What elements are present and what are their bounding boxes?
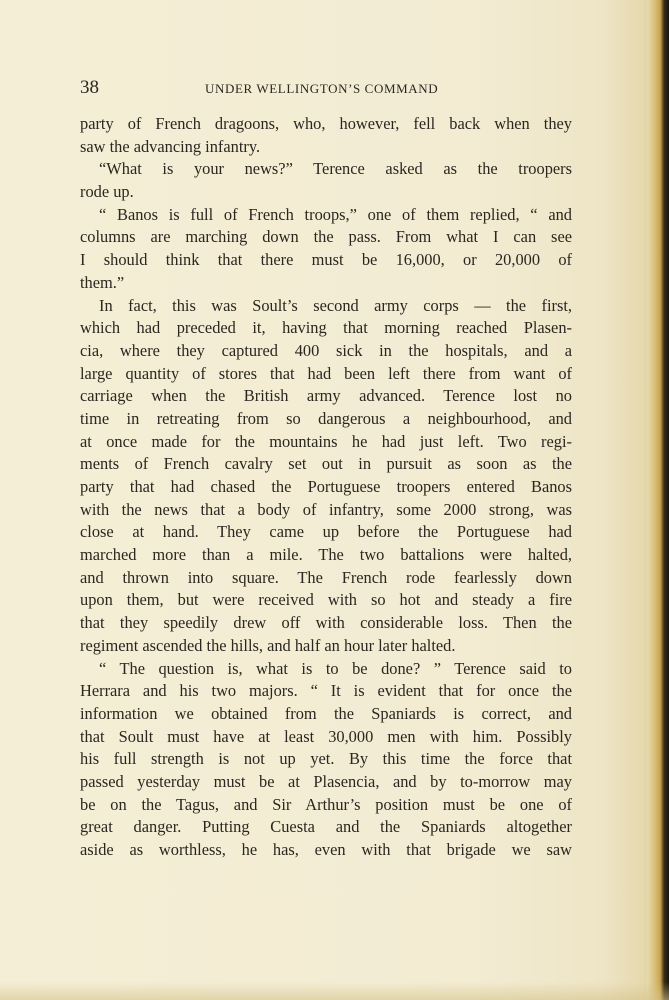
body-text: [80, 113, 572, 862]
text-line: cia, where they captured 400 sick in the hospitals, and a: [80, 340, 572, 360]
text-line: aside as worthless, he has, even with that brigade we saw: [80, 840, 572, 859]
text-line: great danger. Putting Cuesta and the Spaniards altogether: [80, 817, 572, 837]
text-line: close at hand. They came up before the Portuguese had: [80, 522, 572, 542]
text-line: “ Banos is full of French troops,” one of them replied, “ and: [99, 204, 572, 224]
page-binding-edge: [647, 0, 669, 1000]
text-line: upon them, but were received with so hot and steady a fire: [80, 590, 572, 610]
text-line: “What is your news?” Terence asked as the troopers: [99, 159, 572, 179]
text-line: carriage when the British army advanced. Terence lost no: [80, 386, 572, 406]
text-line: saw the advancing infantry.: [80, 136, 261, 156]
text-line: marched more than a mile. The two battalions were halted,: [80, 545, 572, 565]
text-line: and thrown into square. The French rode fearlessly down: [80, 567, 572, 587]
text-line: “ The question is, what is to be done? ” Terence said to: [99, 658, 572, 678]
text-line: at once made for the mountains he had just left. Two regi-: [80, 431, 572, 451]
text-line: them.”: [80, 272, 125, 292]
text-line: with the news that a body of infantry, some 2000 strong, was: [80, 499, 572, 519]
page-header: [80, 77, 572, 101]
text-line: passed yesterday must be at Plasencia, and by to-morrow may: [80, 771, 572, 791]
text-line: Herrara and his two majors. “ It is evident that for once the: [80, 681, 572, 701]
text-line: that Soult must have at least 30,000 men with him. Possibly: [80, 726, 572, 746]
text-line: his full strength is not up yet. By this time the force that: [80, 749, 572, 769]
text-line: which had preceded it, having that morning reached Plasen-: [80, 318, 572, 338]
text-line: rode up.: [80, 182, 134, 202]
text-line: columns are marching down the pass. From what I can see: [80, 227, 572, 247]
page-number: 38: [80, 77, 99, 98]
text-line: I should think that there must be 16,000, or 20,000 of: [80, 250, 572, 270]
text-line: party of French dragoons, who, however, fell back when they: [80, 114, 572, 133]
page-bottom-shade: [0, 982, 669, 1000]
text-line: ments of French cavalry set out in pursuit as soon as the: [80, 454, 572, 474]
text-line: be on the Tagus, and Sir Arthur’s position must be one of: [80, 794, 572, 814]
text-line: information we obtained from the Spaniards is correct, and: [80, 703, 572, 723]
running-head: UNDER WELLINGTON’S COMMAND: [205, 81, 439, 96]
text-line: party that had chased the Portuguese troopers entered Banos: [80, 477, 572, 496]
text-line: time in retreating from so dangerous a neighbourhood, and: [80, 408, 572, 428]
text-line: regiment ascended the hills, and half an hour later halted.: [80, 635, 456, 655]
text-line: that they speedily drew off with considerable loss. Then the: [80, 613, 572, 633]
text-line: In fact, this was Soult’s second army corps — the first,: [99, 295, 572, 315]
text-line: large quantity of stores that had been left there from want of: [80, 363, 572, 383]
